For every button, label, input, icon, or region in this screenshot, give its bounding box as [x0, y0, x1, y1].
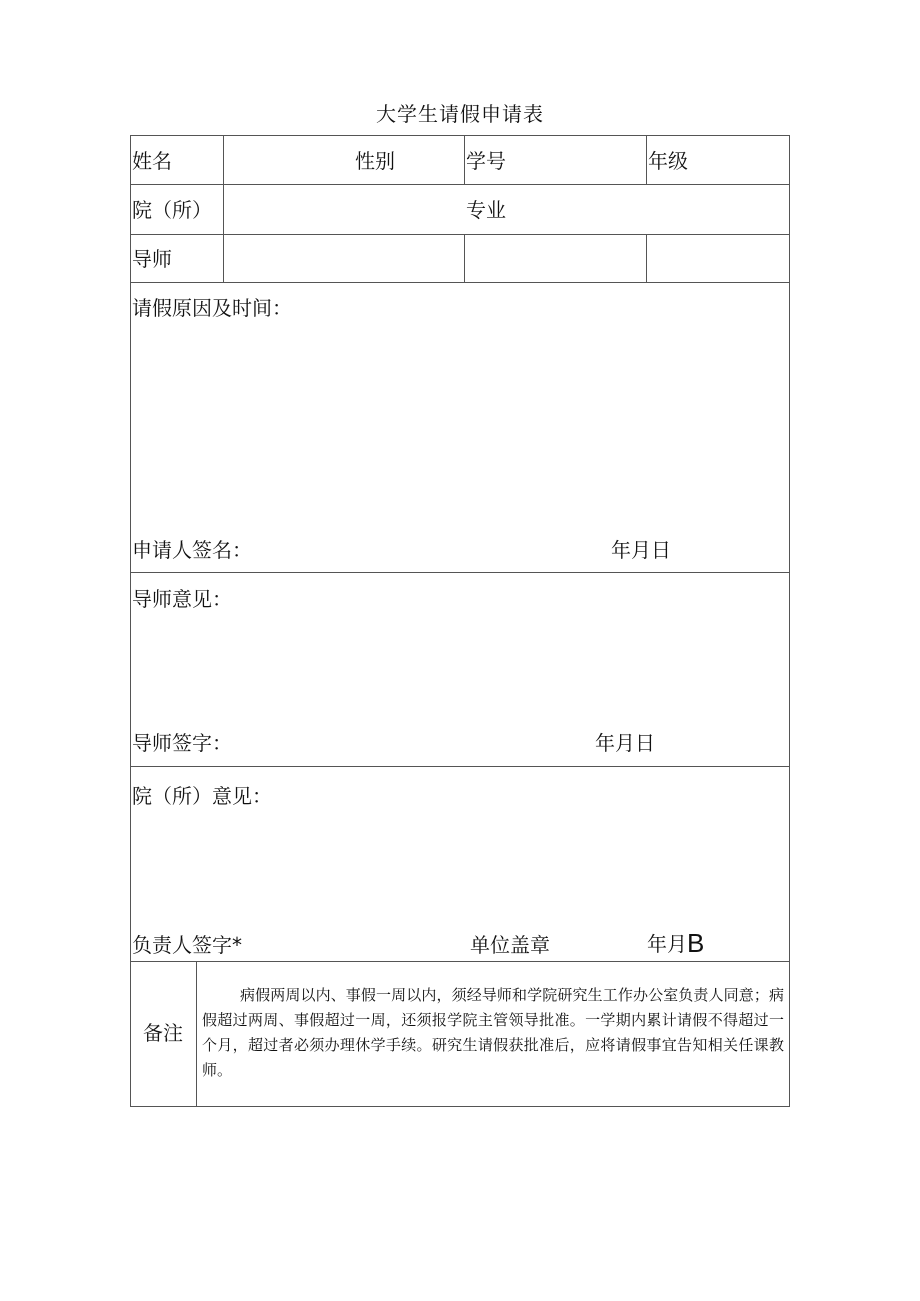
unit-seal-label: 单位盖章: [470, 933, 550, 957]
college-date-label: [647, 928, 705, 958]
college-label: 院（所）: [132, 198, 212, 222]
form-title: 大学生请假申请表: [376, 102, 544, 126]
row-divider: [130, 766, 790, 767]
gender-field[interactable]: [400, 136, 463, 184]
grade-field[interactable]: [695, 136, 788, 184]
applicant-signature-label: 申请人签名：: [132, 538, 252, 562]
advisor-opinion-label: 导师意见：: [132, 587, 232, 611]
column-divider: [196, 961, 197, 1107]
advisor-date-label: 年月日: [595, 731, 655, 755]
column-divider: [646, 135, 647, 185]
column-divider: [464, 135, 465, 185]
name-label: 姓名: [132, 149, 172, 173]
college-opinion-label: 院（所）意见：: [132, 784, 272, 808]
reason-label: 请假原因及时间：: [132, 296, 292, 320]
major-field[interactable]: [510, 185, 788, 234]
row-divider: [130, 961, 790, 962]
remarks-label: 备注: [143, 1021, 183, 1045]
grade-label: 年级: [648, 149, 688, 173]
major-label: 专业: [466, 198, 506, 222]
advisor-extra-field[interactable]: [465, 235, 646, 282]
name-field[interactable]: [224, 136, 354, 184]
student-id-field[interactable]: [510, 136, 645, 184]
advisor-label: 导师: [132, 247, 172, 271]
advisor-extra-field-2[interactable]: [647, 235, 789, 282]
advisor-field[interactable]: [224, 235, 464, 282]
college-date-text: 年月: [647, 932, 687, 956]
reason-textarea[interactable]: [132, 323, 787, 533]
remarks-text: 病假两周以内、事假一周以内，须经导师和学院研究生工作办公室负责人同意；病假超过两周、事假超过一周，还须报学院主管领导批准。一学期内累计请假不得超过一个月，超过者必须办理休学手续。研究生请假获批准后，应将请假事宜告知相关任课教师。: [202, 986, 784, 1079]
college-date-suffix: B: [687, 928, 705, 958]
student-id-label: 学号: [466, 149, 506, 173]
college-opinion-textarea[interactable]: [132, 811, 787, 921]
college-field[interactable]: [224, 185, 464, 234]
advisor-opinion-textarea[interactable]: [132, 615, 787, 725]
applicant-date-label: 年月日: [611, 538, 671, 562]
advisor-signature-label: 导师签字：: [132, 731, 232, 755]
leave-application-form: [130, 135, 790, 1107]
border-bottom: [130, 1106, 790, 1107]
row-divider: [130, 282, 790, 283]
responsible-signature-label: 负责人签字*: [132, 933, 242, 957]
row-divider: [130, 572, 790, 573]
gender-label: 性别: [355, 149, 395, 173]
